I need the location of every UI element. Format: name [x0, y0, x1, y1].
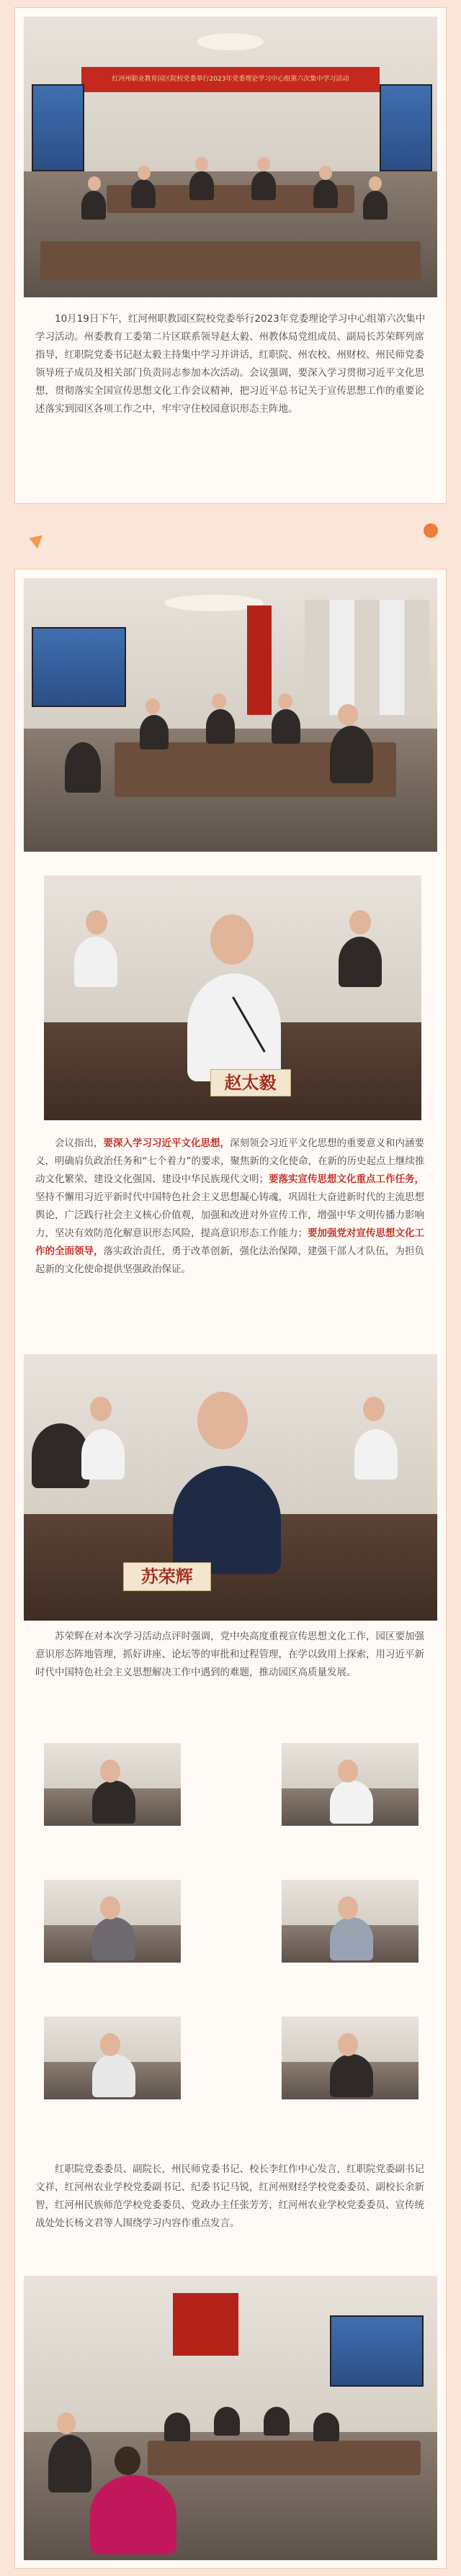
text-segment: 坚持不懈用习近平新时代中国特色社会主义思想凝心铸魂，巩固壮大奋进新时代的主流思想舆论，广泛践行社会主义核心价值观，加强和改进对外宣传工作，增强中华文明传播力影响力，坚决有效防范化解意识形态风险，提高意识形态工作能力；: [35, 1192, 424, 1239]
remarks-paragraph: 苏荣辉在对本次学习活动点评时强调，党中央高度重视宣传思想文化工作，园区要加强意识形态阵地管理，抓好讲座、论坛等的审批和过程管理，在学以致用上探索，用习近平新时代中国特色社会主义思想解决工作中遇到的难题，推动园区高质量发展。: [35, 1631, 424, 1678]
nameplate-su: 苏荣辉: [123, 1562, 211, 1591]
speaker-photo-grid-2: [282, 1743, 419, 1826]
text-segment: 会议指出，: [55, 1138, 104, 1149]
section-card-1: [14, 7, 447, 504]
nameplate-zhao: 赵太毅: [210, 1069, 291, 1096]
speaker-photo-zhao: [44, 875, 421, 1120]
text-segment: 深刻领会习近平文化思想的重要意义和内涵要义，明确肩负政治任务和“七个着力”的要求，聚焦新的文化使命，在新的历史起点上继续推动文化繁荣、建设文化强国、建设中华民族现代文明；: [35, 1138, 425, 1185]
speaker-photo-su: [24, 1354, 437, 1621]
decorative-triangle-icon: [27, 531, 42, 549]
text-segment: 落实政治责任，勇于改革创新，强化法治保障，建强干部人才队伍，为担负起新的文化使命提供坚强政治保证。: [35, 1246, 424, 1275]
meeting-photo-3: [24, 2276, 437, 2560]
intro-paragraph: 10月19日下午，红河州职教园区院校党委举行2023年党委理论学习中心组第六次集中学习活动。州委教育工委第二片区联系领导赵太毅、州教体局党组成员、副局长苏荣辉列席指导，红职院党委书记赵太毅主持集中学习并讲话，红职院、州农校、州财校、州民师党委领导班子成员及相关部门负责同志参加本次活动。会议强调，要深入学习贯彻习近平文化思想，贯彻落实全国宣传思想文化工作会议精神，把习近平总书记关于宣传思想工作的重要论述落实到园区各项工作之中，牢牢守住校园意识形态主阵地。: [35, 313, 426, 415]
speaker-photo-grid-6: [282, 2017, 419, 2099]
key-points-paragraph: [35, 1135, 427, 1279]
speaker-photo-grid-4: [282, 1880, 419, 1963]
speeches-paragraph: 红职院党委委员、副院长，州民师党委书记、校长李红作中心发言，红职院党委副书记文祥，红河州农业学校党委副书记、纪委书记马锐，红河州财经学校党委委员、副校长余新智，红河州民族师范学校党委委员、党政办主任张芳芳，红河州农业学校党委委员、宣传统战处处长杨文君等人围绕学习内容作重点发言。: [35, 2163, 424, 2229]
decorative-dot-icon: [424, 523, 438, 538]
section-card-2: [14, 569, 447, 2569]
highlight-segment: 要深入学习习近平文化思想，: [103, 1138, 230, 1149]
speaker-photo-grid-3: [44, 1880, 181, 1963]
meeting-photo-1: [24, 17, 437, 297]
meeting-banner-text: 红河州职业教育园区院校党委举行2023年党委理论学习中心组第六次集中学习活动: [112, 76, 349, 84]
speaker-photo-grid-1: [44, 1743, 181, 1826]
meeting-photo-2: [24, 578, 437, 852]
highlight-segment: 要落实宣传思想文化重点工作任务，: [269, 1174, 424, 1185]
speaker-photo-grid-5: [44, 2017, 181, 2099]
highlight-segment: 要加强党对宣传思想文化工作的全面领导，: [35, 1228, 424, 1257]
